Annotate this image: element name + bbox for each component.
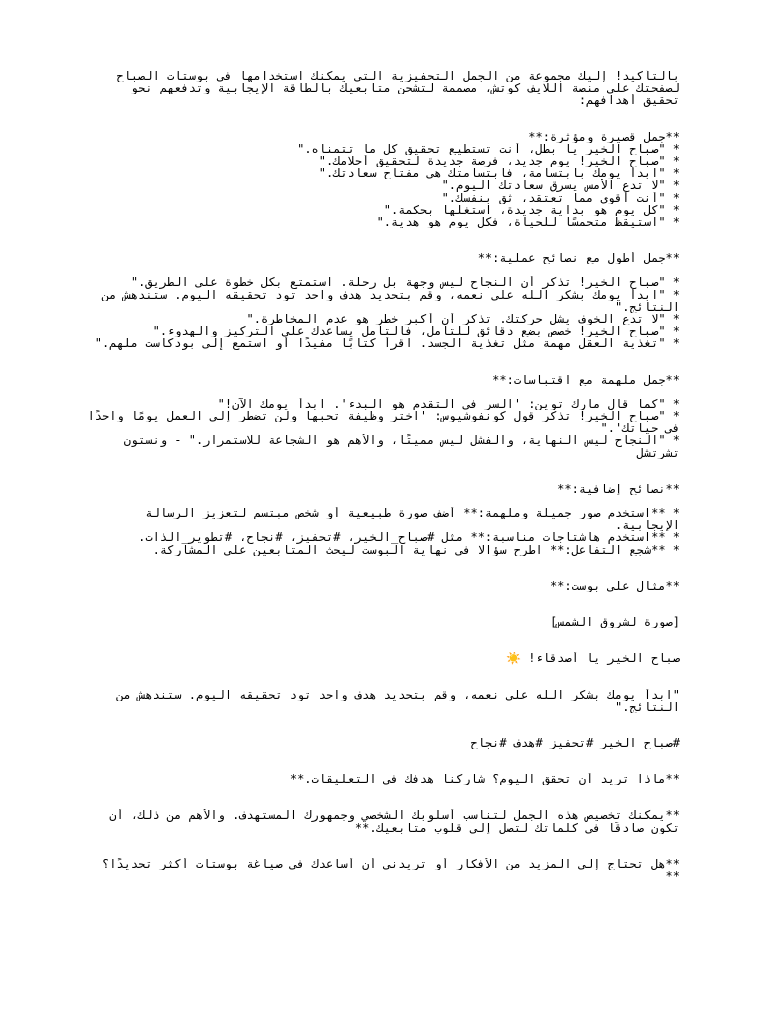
text-line: لصفحتك على منصة اللايف كوتش، مصممة لتشحن متابعيك بالطاقة الإيجابية وتدفعهم نحو bbox=[130, 82, 680, 95]
list-item-continuation: الإيجابية. bbox=[614, 519, 680, 532]
list-item-continuation: النتائج." bbox=[614, 300, 680, 314]
example-hashtags-block bbox=[70, 737, 680, 749]
example-question-block bbox=[70, 773, 680, 785]
closing-block bbox=[70, 809, 680, 833]
text-line: تحقيق أهدافهم: bbox=[578, 94, 680, 107]
hashtags-line: #صباح_الخير #تحفيز #هدف #نجاح bbox=[470, 736, 680, 750]
list-item-continuation: في حياتك'." bbox=[600, 422, 680, 435]
list-item: * "كما قال مارك توين: 'السر في التقدم هو البدء'. ابدأ يومك الآن!" bbox=[217, 397, 680, 411]
example-image-block bbox=[70, 616, 680, 628]
text-line: **هل تحتاج إلى المزيد من الأفكار أو تريدني أن أساعدك في صياغة بوستات أكثر تحديدًا؟ bbox=[102, 857, 680, 870]
image-placeholder: [صورة لشروق الشمس] bbox=[549, 616, 680, 629]
list-item: * "كل يوم هو بداية جديدة، استغلها بحكمة." bbox=[383, 203, 680, 217]
example-greeting-block bbox=[70, 652, 680, 664]
list-item: * "صباح الخير! خصص بضع دقائق للتأمل، فالتأمل يساعدك على التركيز والهدوء." bbox=[152, 325, 680, 338]
list-item: * "استيقظ متحمسًا للحياة، فكل يوم هو هدية." bbox=[376, 216, 680, 229]
section-heading: **نصائح إضافية:** bbox=[557, 482, 680, 496]
final-question-block bbox=[70, 858, 680, 882]
short-phrases-section bbox=[70, 131, 680, 229]
text-line: تكون صادقًا في كلماتك لتصل إلى قلوب متابعيك.** bbox=[354, 821, 680, 834]
list-item: * "لا تدع الخوف يشل حركتك. تذكر أن أكبر خطر هو عدم المخاطرة." bbox=[246, 313, 680, 326]
example-heading-block bbox=[70, 580, 680, 592]
list-item: * "صباح الخير يا بطل، أنت تستطيع تحقيق كل ما تتمناه." bbox=[297, 142, 680, 156]
section-heading: **جمل أطول مع نصائح عملية:** bbox=[477, 252, 680, 265]
list-item: * "صباح الخير! تذكر أن النجاح ليس وجهة بل رحلة. استمتع بكل خطوة على الطريق." bbox=[130, 276, 680, 289]
list-item: * "ابدأ يومك بابتسامة، فابتسامتك هي مفتاح سعادتك." bbox=[318, 167, 680, 180]
tips-section bbox=[70, 483, 680, 556]
text-line: **يمكنك تخصيص هذه الجمل لتناسب أسلوبك الشخصي وجمهورك المستهدف. والأهم من ذلك، أن bbox=[109, 809, 680, 822]
list-item-continuation: تشرتشل bbox=[636, 446, 680, 459]
section-heading: **جمل ملهمة مع اقتباسات:** bbox=[492, 373, 680, 386]
list-item: * "صباح الخير! يوم جديد، فرصة جديدة لتحقيق أحلامك." bbox=[318, 155, 680, 168]
greeting-line: صباح الخير يا أصدقاء! ☀️ bbox=[506, 652, 680, 665]
text-line: بالتأكيد! إليك مجموعة من الجمل التحفيزية التي يمكنك استخدامها في بوستات الصباح bbox=[116, 70, 680, 83]
list-item: * "ابدأ يومك بشكر الله على نعمه، وقم بتحديد هدف واحد تود تحقيقه اليوم. ستندهش من bbox=[102, 288, 680, 301]
example-body-block bbox=[70, 689, 680, 713]
intro-paragraph bbox=[70, 70, 680, 107]
section-heading: **جمل قصيرة ومؤثرة:** bbox=[528, 130, 680, 143]
text-line: ** bbox=[665, 869, 680, 883]
long-phrases-section bbox=[70, 252, 680, 349]
list-item: * **استخدم هاشتاجات مناسبة:** مثل #صباح_الخير، #تحفيز، #نجاح، #تطوير_الذات. bbox=[138, 531, 680, 544]
list-item: * "لا تدع الأمس يسرق سعادتك اليوم." bbox=[441, 179, 680, 192]
question-line: **ماذا تريد أن تحقق اليوم؟ شاركنا هدفك في التعليقات.** bbox=[289, 773, 680, 786]
list-item: * **استخدم صور جميلة وملهمة:** أضف صورة طبيعية أو شخص مبتسم لتعزيز الرسالة bbox=[145, 507, 680, 520]
list-item: * "أنت أقوى مما تعتقد، ثق بنفسك." bbox=[441, 191, 680, 204]
section-heading: **مثال على بوست:** bbox=[549, 579, 680, 593]
list-item: * **شجع التفاعل:** اطرح سؤالًا في نهاية البوست ليحث المتابعين على المشاركة. bbox=[152, 543, 680, 556]
text-line: "ابدأ يومك بشكر الله على نعمه، وقم بتحديد هدف واحد تود تحقيقه اليوم. ستندهش من bbox=[116, 688, 680, 701]
text-line: النتائج." bbox=[614, 700, 680, 713]
list-item: * "صباح الخير! تذكر قول كونفوشيوس: 'اختر وظيفة تحبها ولن تضطر إلى العمل يومًا واحدًا bbox=[87, 410, 680, 423]
quotes-section bbox=[70, 374, 680, 459]
list-item: * "تغذية العقل مهمة مثل تغذية الجسد. اقرأ كتابًا مفيدًا أو استمع إلى بودكاست ملهم." bbox=[94, 337, 680, 350]
list-item: * "النجاح ليس النهاية، والفشل ليس مميتًا، والأهم هو الشجاعة للاستمرار." - ونستون bbox=[123, 434, 680, 447]
